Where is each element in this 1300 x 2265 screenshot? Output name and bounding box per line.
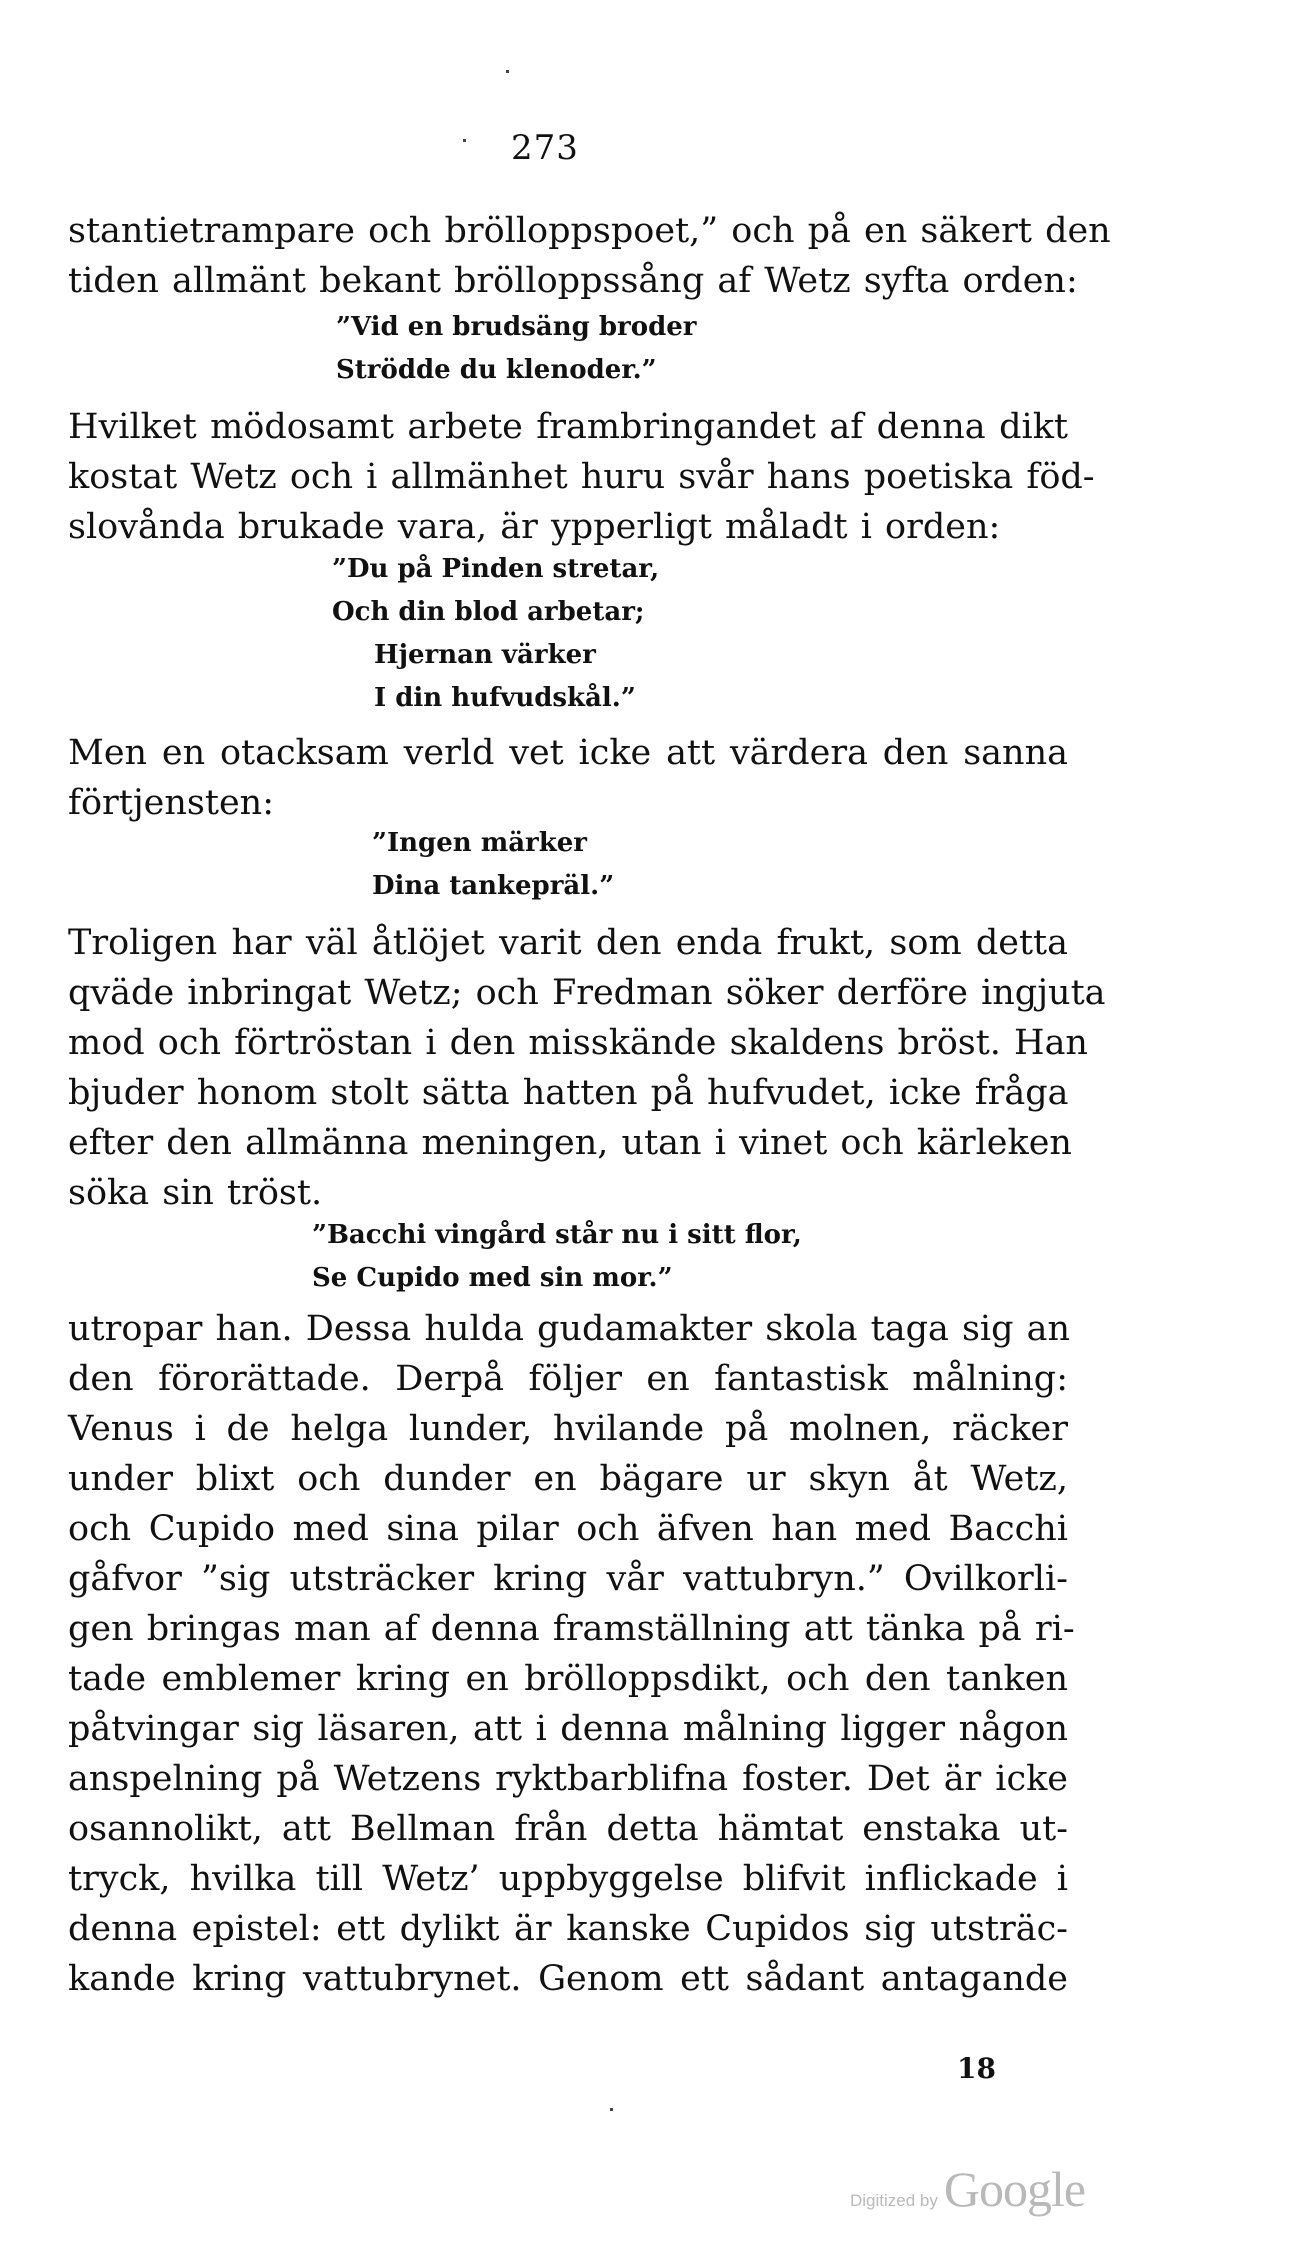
text-line: den förorättade. Derpå följer en fantastisk målning: — [68, 1359, 1068, 1399]
verse-2 — [332, 548, 659, 720]
print-speck — [463, 139, 466, 142]
text-line: tryck, hvilka till Wetz’ uppbyggelse blifvit inflickade i — [68, 1859, 1068, 1899]
text-line: utropar han. Dessa hulda gudamakter skola taga sig an — [68, 1309, 1071, 1349]
text-line: gen bringas man af denna framställning att tänka på ri- — [68, 1609, 1075, 1649]
text-line: slovånda brukade vara, är ypperligt måladt i orden: — [68, 507, 1001, 547]
text-line: kostat Wetz och i allmänhet huru svår hans poetiska föd- — [68, 457, 1095, 497]
verse-3 — [372, 822, 614, 908]
text-line: gåfvor ”sig utsträcker kring vår vattubryn.” Ovilkorli- — [68, 1559, 1068, 1599]
text-line: tiden allmänt bekant brölloppssång af Wetz syfta orden: — [68, 261, 1078, 301]
text-line: anspelning på Wetzens ryktbarblifna foster. Det är icke — [68, 1759, 1068, 1799]
text-line: qväde inbringat Wetz; och Fredman söker derföre ingjuta — [68, 973, 1106, 1013]
text-line: mod och förtröstan i den misskände skaldens bröst. Han — [68, 1023, 1088, 1063]
text-line: stantietrampare och brölloppspoet,” och på en säkert den — [68, 211, 1111, 251]
print-speck — [506, 70, 509, 73]
text-line: och Cupido med sina pilar och äfven han med Bacchi — [68, 1509, 1068, 1549]
text-line: Troligen har väl åtlöjet varit den enda frukt, som detta — [68, 923, 1068, 963]
page-number: 273 — [511, 128, 579, 168]
signature-mark: 18 — [957, 2052, 996, 2085]
paragraph-1 — [68, 206, 1111, 306]
verse-line: Hjernan värker — [374, 640, 596, 670]
text-line: påtvingar sig läsaren, att i denna målning ligger någon — [68, 1709, 1068, 1749]
text-line: tade emblemer kring en brölloppsdikt, och den tanken — [68, 1659, 1068, 1699]
text-line: Men en otacksam verld vet icke att värdera den sanna — [68, 733, 1068, 773]
digitized-watermark — [850, 2160, 1085, 2218]
paragraph-3 — [68, 728, 1068, 828]
verse-line: Dina tankepräl.” — [372, 871, 615, 901]
verse-line: Strödde du klenoder.” — [336, 355, 657, 385]
verse-line: ”Bacchi vingård står nu i sitt flor, — [312, 1220, 802, 1250]
paragraph-2 — [68, 402, 1095, 552]
text-line: Venus i de helga lunder, hvilande på molnen, räcker — [68, 1409, 1068, 1449]
text-line: denna epistel: ett dylikt är kanske Cupidos sig utsträc- — [68, 1909, 1068, 1949]
verse-line: Och din blod arbetar; — [332, 597, 645, 627]
verse-line: Se Cupido med sin mor.” — [312, 1263, 673, 1293]
text-line: kande kring vattubrynet. Genom ett sådant antagande — [68, 1959, 1068, 1999]
verse-1 — [336, 306, 697, 392]
text-line: söka sin tröst. — [68, 1173, 323, 1213]
verse-line: ”Du på Pinden stretar, — [332, 554, 660, 584]
paragraph-4 — [68, 918, 1106, 1218]
print-speck — [610, 2108, 613, 2111]
verse-4 — [312, 1214, 802, 1300]
text-line: Hvilket mödosamt arbete frambringandet af denna dikt — [68, 407, 1068, 447]
watermark-prefix: Digitized by — [850, 2191, 938, 2210]
paragraph-5 — [68, 1304, 1075, 2004]
google-logo: Google — [943, 2161, 1086, 2217]
text-line: förtjensten: — [68, 783, 275, 823]
text-line: bjuder honom stolt sätta hatten på hufvudet, icke fråga — [68, 1073, 1069, 1113]
text-line: under blixt och dunder en bägare ur skyn åt Wetz, — [68, 1459, 1068, 1499]
verse-line: I din hufvudskål.” — [374, 683, 636, 713]
text-line: osannolikt, att Bellman från detta hämtat enstaka ut- — [68, 1809, 1068, 1849]
text-line: efter den allmänna meningen, utan i vinet och kärleken — [68, 1123, 1072, 1163]
verse-line: ”Vid en brudsäng broder — [336, 312, 697, 342]
verse-line: ”Ingen märker — [372, 828, 588, 858]
